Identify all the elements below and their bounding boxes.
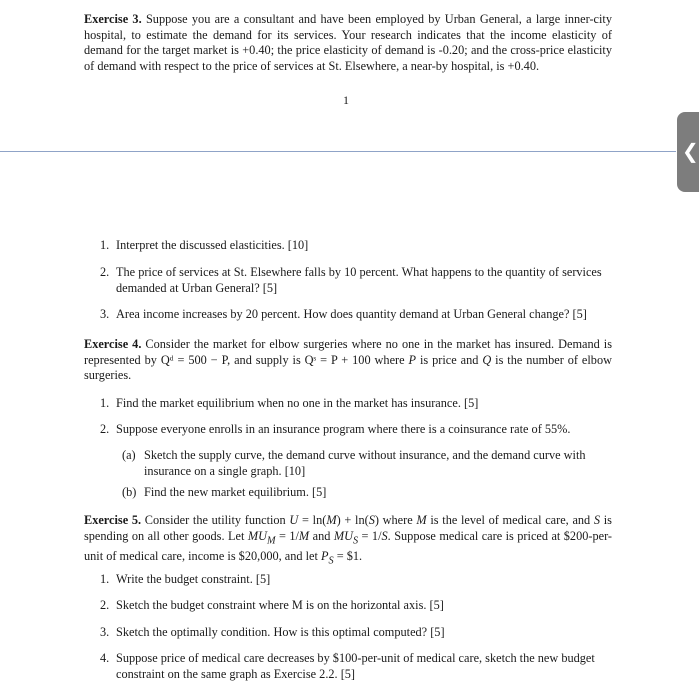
exercise-3-heading: Exercise 3. <box>84 12 142 26</box>
demand-equation: Qᵈ = 500 − P <box>160 352 228 367</box>
page-divider <box>0 151 676 152</box>
exercise-5-intro: Exercise 5. Consider the utility function U = ln(M) + ln(S) where M is the level of medical care, and S is spending on all other goods. Let $MU_M = 1/M$ and $MU_S = 1/S$. Suppose medical care is priced at $200-per-unit of medical care, income is $20,000, and let $P_S$ = $1. <box>84 513 613 567</box>
document-page: Exercise 3. Suppose you are a consultant and have been employed by Urban General, a large inner-city hospital, to estimate the demand for its services. Your research indicates that the income elasticity of demand for the target market is +0.40; the price elasticity of demand is -0.20; and the cross-price elasticity of demand with respect to the price of services at St. Elsewhere, a near-by hospital, is +0.40. 1 ❮ 1. Interpret the discussed elasticities. [10] 2. The price of services at St. Elsewhere falls by 10 percent. What happens to the quantity of services demanded at Urban General? [5] 3. Area income increases by 20 percent. How does quantity demand at Urban General change? [5] Exercise 4. Consider the market for elbow surgeries where no one in the market has insured. Demand is represented by Qᵈ = 500 − P, and supply is Qˢ = P + 100 where P is price and Q is the number of elbow surgeries. 1. Find the market equilibrium when no one in the market has insurance. [5] 2. Suppose everyone enrolls in an insurance program where there is a coinsurance rate of 55%. (a) Sketch the supply curve, the demand curve without insurance, and the demand curve with insurance on a single graph. [10] (b) Find the new market equilibrium. [5] Exercise 5. Consider the utility function U = ln(M) + ln(S) where M is the level of medical care, and S is spending on all other goods. Let $MU_M = 1/M$ and $MU_S = 1/S$. Suppose medical care is priced at $200-per-unit of medical care, income is $20,000, and let $P_S$ = $1. 1. Write the budget constraint. [5] 2. Sketch the budget constraint where M is on the horizontal axis. [5] 3. Sketch the optimally condition. How is this optimal computed? [5] 4. Suppose price of medical care decreases by $100-per-unit of medical care, sketch the new budget constraint on the same graph as Exercise 2.2. [5] <box>0 0 693 700</box>
page-number: 1 <box>343 93 349 107</box>
exercise-3-intro <box>84 12 612 74</box>
exercise-3-text: Suppose you are a consultant and have been employed by Urban General, a large inner-city hospital, to estimate the demand for its services. Your research indicates that the income elasticity of demand for the target market is +0.40; the price elasticity of demand is -0.20; and the cross-price elasticity of demand with respect to the price of services at St. Elsewhere, a near-by hospital, is +0.40. <box>84 12 612 73</box>
side-panel-toggle[interactable] <box>677 112 699 192</box>
chevron-left-icon: ❮ <box>682 139 699 163</box>
supply-equation: Qˢ = P + 100 <box>304 352 371 367</box>
exercise-4-intro: Exercise 4. Consider the market for elbow surgeries where no one in the market has insured. Demand is represented by Qᵈ = 500 − P, and supply is Qˢ = P + 100 where P is price and Q is the number of elbow surgeries. <box>84 337 613 383</box>
